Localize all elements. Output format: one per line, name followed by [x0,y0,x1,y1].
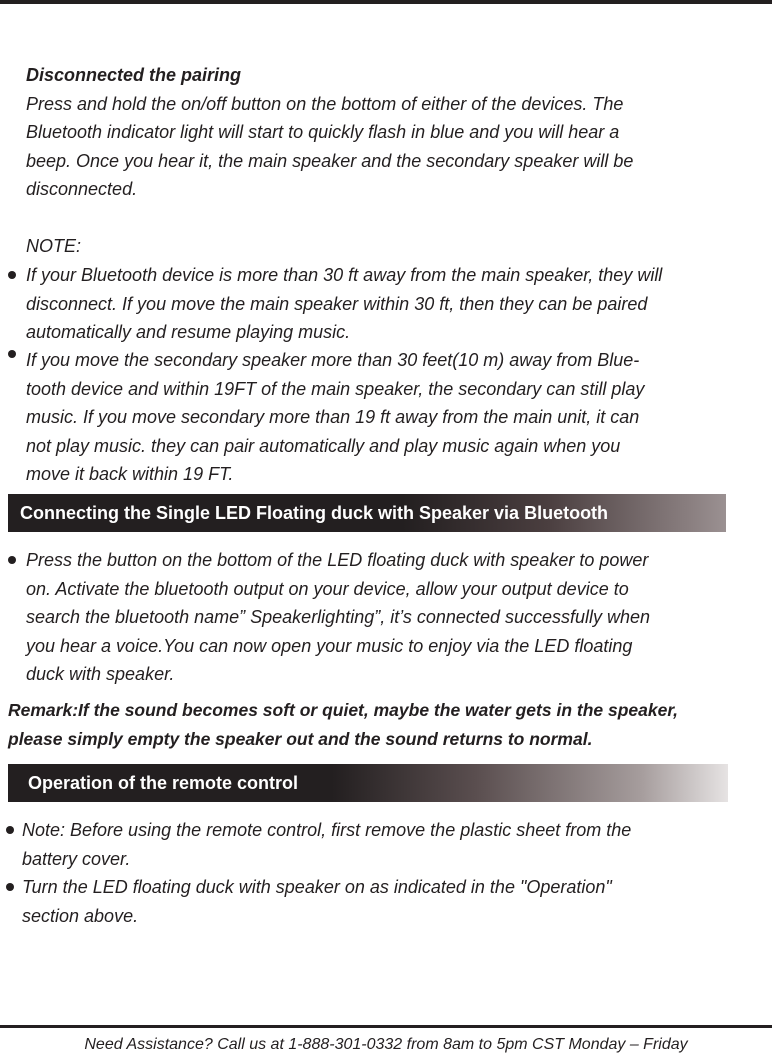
bottom-rule [0,1025,772,1028]
disconnect-line: Bluetooth indicator light will start to quickly flash in blue and you will hear a [26,122,620,142]
remark-line: please simply empty the speaker out and the sound returns to normal. [8,728,593,749]
note-item-line: If your Bluetooth device is more than 30 ft away from the main speaker, they will [26,265,663,285]
disconnect-line: beep. Once you hear it, the main speaker and the secondary speaker will be [26,150,634,171]
disconnect-line: Press and hold the on/off button on the bottom of either of the devices. The [26,93,624,114]
note-item-line: not play music. they can pair automatically and play music again when you [26,435,621,456]
note-label: NOTE: [26,236,82,256]
remote-item [22,816,631,873]
remote-item-line: Turn the LED floating duck with speaker on as indicated in the "Operation" [22,877,612,897]
bluetooth-section-banner: Connecting the Single LED Floating duck with Speaker via Bluetooth [8,494,726,532]
note-item-line: music. If you move secondary more than 19 ft away from the main unit, it can [26,407,640,427]
remote-section-banner: Operation of the remote control [8,764,728,802]
top-rule [0,0,772,4]
bluetooth-item-line: Press the button on the bottom of the LED floating duck with speaker to power [26,550,649,570]
bullet-icon [6,826,14,834]
bullet-icon [8,556,16,564]
bluetooth-item-line: search the bluetooth name” Speakerlighting”, it’s connected successfully when [26,607,651,627]
remote-item-line: Note: Before using the remote control, first remove the plastic sheet from the [22,820,632,840]
note-item-line: automatically and resume playing music. [26,322,351,342]
disconnect-heading: Disconnected the pairing [26,65,242,85]
note-item-line: disconnect. If you move the main speaker within 30 ft, then they can be paired [26,293,648,314]
remark-line: Remark:If the sound becomes soft or quiet, maybe the water gets in the speaker, [8,700,679,720]
bluetooth-item-line: you hear a voice.You can now open your music to enjoy via the LED floating [26,635,633,656]
disconnect-section [26,61,633,204]
bluetooth-item-line: on. Activate the bluetooth output on your device, allow your output device to [26,578,629,599]
bluetooth-item-line: duck with speaker. [26,664,175,684]
bluetooth-item [26,546,650,689]
bullet-icon [8,350,16,358]
footer-assistance: Need Assistance? Call us at 1-888-301-0332 from 8am to 5pm CST Monday – Friday [84,1036,688,1053]
note-item [26,346,644,489]
note-item [26,261,662,347]
remote-item [22,873,612,930]
note-item-line: tooth device and within 19FT of the main speaker, the secondary can still play [26,378,645,399]
remark [8,696,768,753]
remote-item-line: section above. [22,905,139,926]
note-item-line: If you move the secondary speaker more than 30 feet(10 m) away from Blue- [26,350,640,370]
disconnect-line: disconnected. [26,179,138,199]
note-item-line: move it back within 19 FT. [26,464,234,484]
bullet-icon [8,271,16,279]
remote-item-line: battery cover. [22,848,131,869]
bullet-icon [6,883,14,891]
